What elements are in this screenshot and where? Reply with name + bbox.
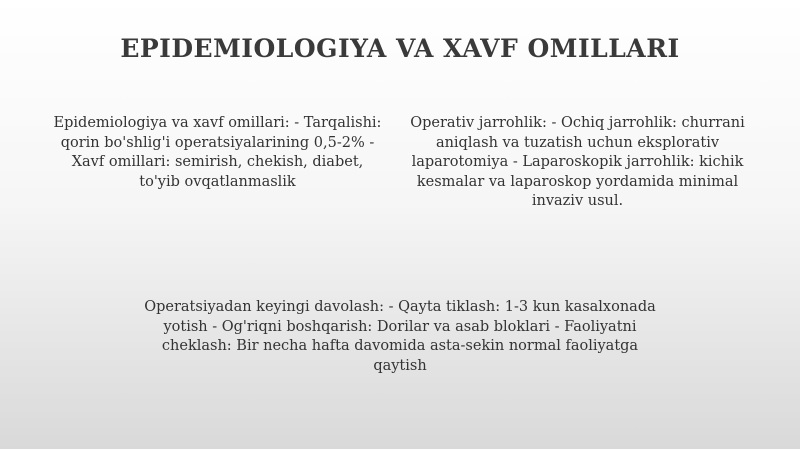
postoperative-text-block: Operatsiyadan keyingi davolash: - Qayta tiklash: 1-3 kun kasalxonada yotish - Og'riqni boshqarish: Dorilar va asab bloklari - Faoliyatni cheklash: Bir necha hafta davomida asta-sekin normal faoliyatga qaytish xyxy=(144,299,656,374)
epidemiology-text-block: Epidemiologiya va xavf omillari: - Tarqalishi: qorin bo'shlig'i operatsiyalarining 0,5-2% - Xavf omillari: semirish, chekish, diabet, to'yib ovqatlanmaslik xyxy=(53,115,382,190)
slide-title: EPIDEMIOLOGIYA VA XAVF OMILLARI xyxy=(120,34,680,63)
surgery-text-block: Operativ jarrohlik: - Ochiq jarrohlik: churrani aniqlash va tuzatish uchun eksplorativ laparotomiya - Laparoskopik jarrohlik: kichik kesmalar va laparoskop yordamida minimal invaziv usul. xyxy=(410,115,745,209)
